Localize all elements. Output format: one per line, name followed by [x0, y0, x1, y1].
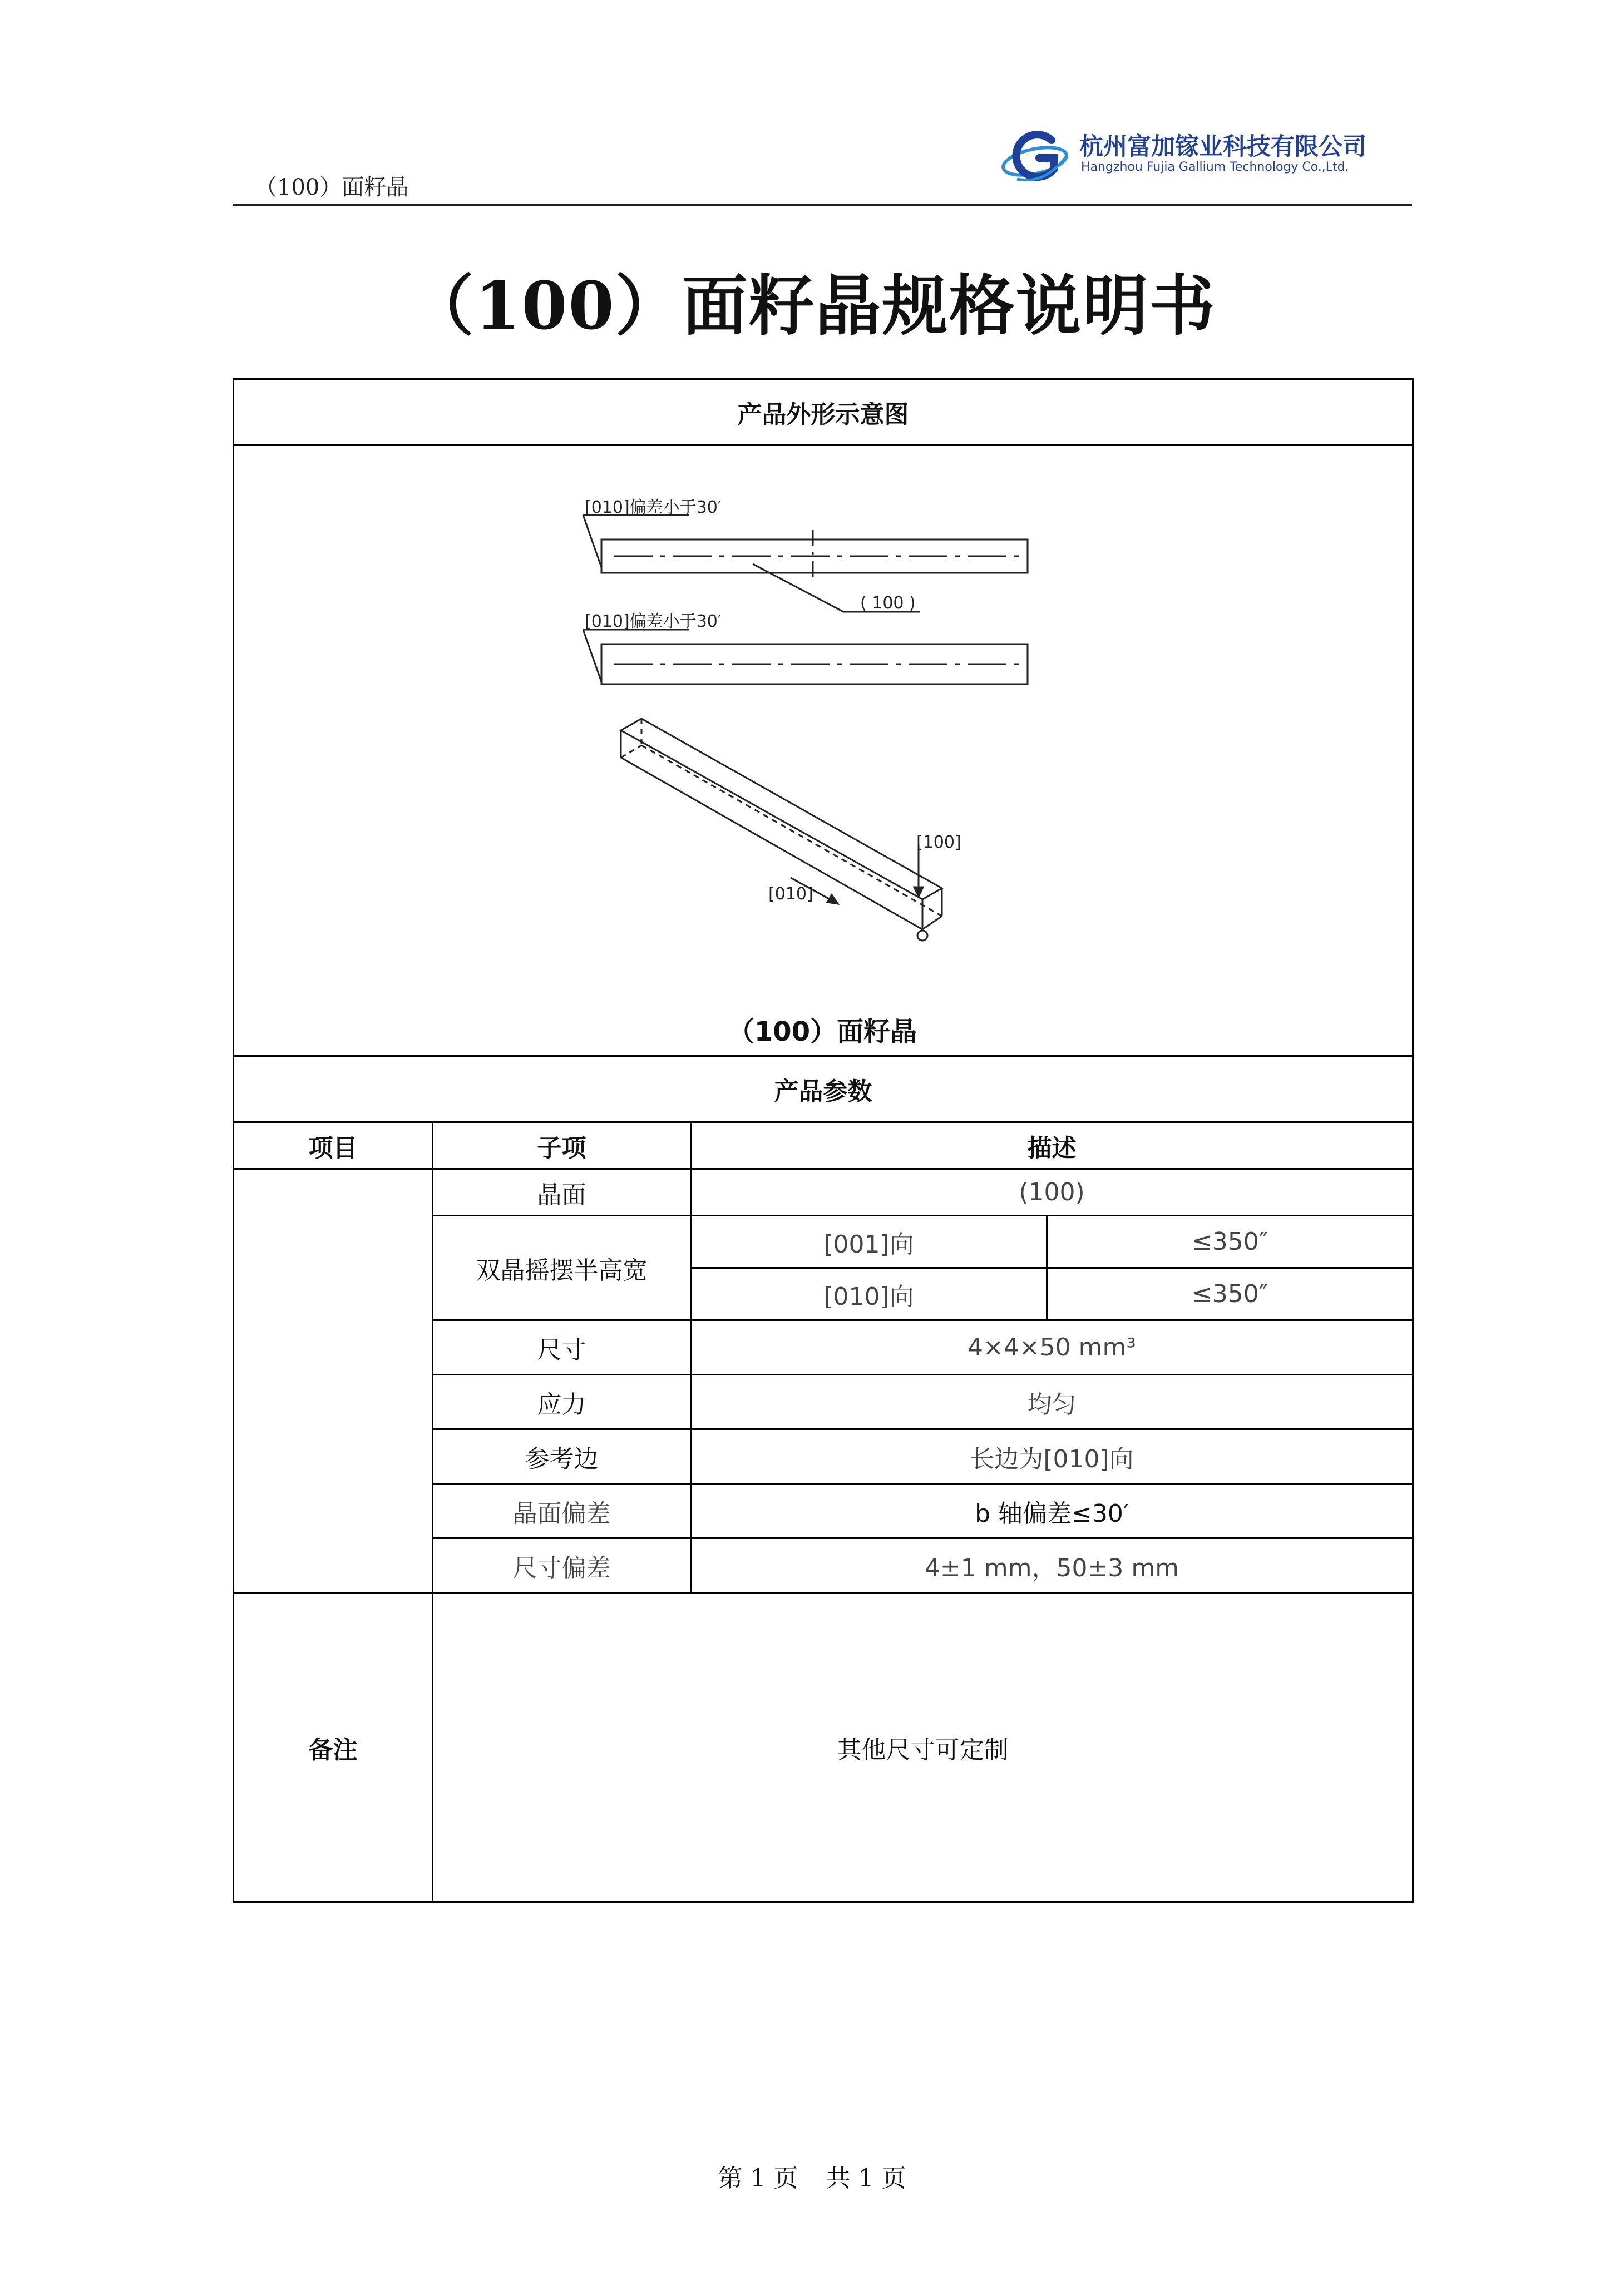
face-deviation-value: b 轴偏差≤30′	[691, 1484, 1413, 1538]
axis-010-label: [010]	[768, 884, 813, 904]
deviation-label-bottom: [010]偏差小于30′	[585, 612, 722, 631]
params-section-heading: 产品参数	[234, 1056, 1413, 1122]
size-deviation-value: 4±1 mm，50±3 mm	[691, 1538, 1413, 1593]
rocking-curve-label: 双晶摇摆半高宽	[433, 1216, 691, 1320]
company-logo	[1000, 123, 1390, 190]
document-title: （100）面籽晶规格说明书	[408, 267, 1216, 344]
size-value: 4×4×50 mm³	[691, 1320, 1413, 1375]
face-deviation-label: 晶面偏差	[433, 1484, 691, 1538]
figure-caption: （100）面籽晶	[727, 1016, 917, 1047]
rocking-curve-dir-001: [001]向	[691, 1216, 1047, 1268]
column-header-subitem: 子项	[433, 1122, 691, 1169]
rocking-curve-val-010: ≤350″	[1047, 1268, 1413, 1320]
product-drawing	[234, 446, 1410, 1055]
header-doc-name: （100）面籽晶	[255, 175, 409, 200]
company-name-cn: 杭州富加镓业科技有限公司	[1079, 133, 1366, 161]
product-figure	[234, 446, 1410, 1055]
crystal-face-label: 晶面	[433, 1169, 691, 1216]
company-name-en: Hangzhou Fujia Gallium Technology Co.,Ltd.	[1081, 160, 1349, 174]
reference-edge-value: 长边为[010]向	[691, 1429, 1413, 1484]
size-deviation-label: 尺寸偏差	[433, 1538, 691, 1593]
spec-table	[233, 378, 1414, 1903]
axis-100-label: [100]	[916, 833, 961, 852]
item-cell-empty	[234, 1169, 433, 1593]
page-total: 共 1 页	[826, 2164, 906, 2193]
product-figure-cell	[234, 446, 1413, 1056]
page-number: 第 1 页	[718, 2164, 798, 2193]
stress-value: 均匀	[691, 1375, 1413, 1429]
company-g-logo-icon	[1000, 123, 1078, 190]
rocking-curve-val-001: ≤350″	[1047, 1216, 1413, 1268]
column-header-item: 项目	[234, 1122, 433, 1169]
figure-section-heading: 产品外形示意图	[234, 379, 1413, 446]
column-header-description: 描述	[691, 1122, 1413, 1169]
crystal-face-value: (100)	[691, 1169, 1413, 1216]
stress-label: 应力	[433, 1375, 691, 1429]
reference-edge-label: 参考边	[433, 1429, 691, 1484]
rocking-curve-dir-010: [010]向	[691, 1268, 1047, 1320]
header-divider	[233, 204, 1412, 206]
size-label: 尺寸	[433, 1320, 691, 1375]
deviation-label-top: [010]偏差小于30′	[585, 498, 722, 517]
notes-label: 备注	[234, 1593, 433, 1902]
face-label: ( 100 )	[860, 593, 916, 613]
page-footer	[0, 2158, 1624, 2194]
notes-text: 其他尺寸可定制	[433, 1593, 1413, 1902]
